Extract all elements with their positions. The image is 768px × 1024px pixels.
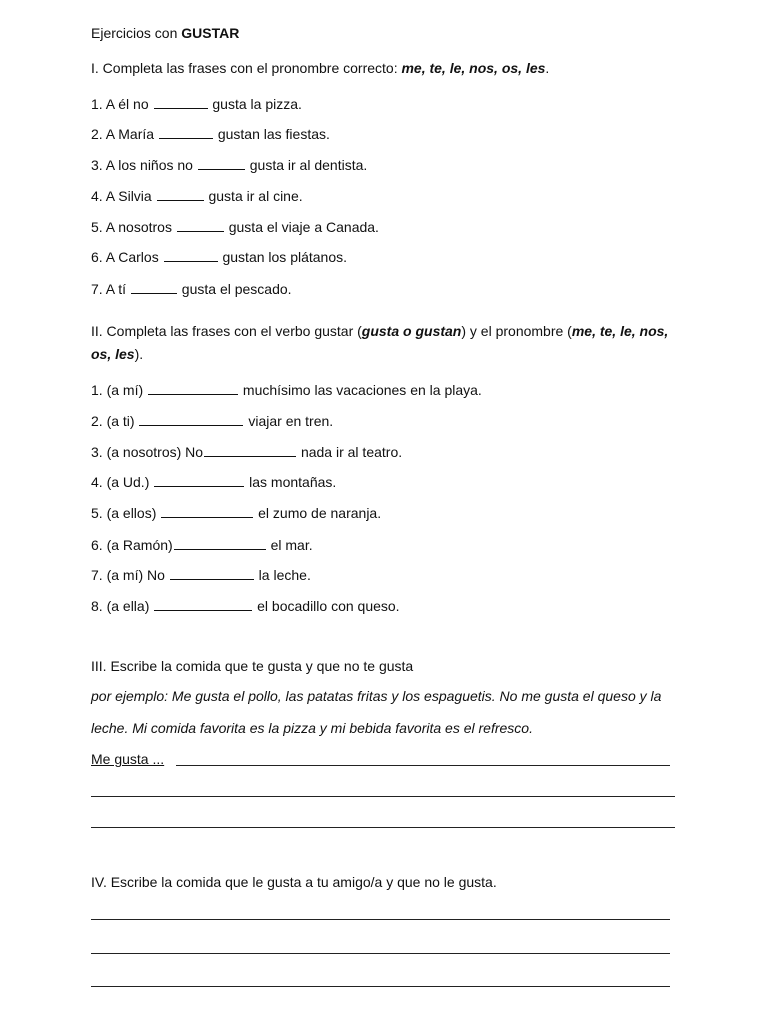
section1-instruction bbox=[91, 60, 549, 77]
instruction-text: ) y el pronombre ( bbox=[461, 323, 572, 339]
item-text: 5. A nosotros bbox=[91, 219, 176, 235]
item-text: 5. (a ellos) bbox=[91, 505, 161, 521]
item-text: 2. (a ti) bbox=[91, 413, 139, 429]
item-text: 1. (a mí) bbox=[91, 382, 148, 398]
item-text: 7. A tí bbox=[91, 281, 130, 297]
answer-line[interactable] bbox=[91, 919, 670, 920]
answer-line[interactable] bbox=[91, 796, 675, 797]
answer-line[interactable] bbox=[91, 986, 670, 987]
item-text: 2. A María bbox=[91, 126, 158, 142]
section2-item bbox=[91, 504, 381, 522]
section1-item bbox=[91, 187, 303, 205]
item-text: la leche. bbox=[254, 567, 311, 583]
title-prefix: Ejercicios con bbox=[91, 25, 182, 41]
item-text: muchísimo las vacaciones en la playa. bbox=[239, 382, 482, 398]
answer-blank[interactable] bbox=[157, 187, 204, 201]
answer-blank[interactable] bbox=[148, 381, 238, 395]
title-bold: GUSTAR bbox=[181, 25, 240, 41]
item-text: 6. (a Ramón) bbox=[91, 537, 173, 553]
item-text: el zumo de naranja. bbox=[254, 505, 382, 521]
section1-item bbox=[91, 95, 302, 113]
answer-blank[interactable] bbox=[164, 248, 218, 262]
answer-blank[interactable] bbox=[204, 443, 296, 457]
section1-item bbox=[91, 156, 367, 174]
item-text: las montañas. bbox=[245, 474, 337, 490]
section2-item bbox=[91, 443, 402, 461]
section4-heading: IV. Escribe la comida que le gusta a tu amigo/a y que no le gusta. bbox=[91, 874, 497, 890]
answer-line[interactable] bbox=[91, 827, 675, 828]
item-text: 3. (a nosotros) No bbox=[91, 444, 204, 460]
section2-instruction-line2 bbox=[91, 346, 143, 363]
answer-start-text: Me gusta ... bbox=[91, 751, 165, 767]
answer-blank[interactable] bbox=[161, 504, 253, 518]
answer-line[interactable] bbox=[176, 765, 670, 766]
item-text: gusta ir al dentista. bbox=[245, 157, 368, 173]
item-text: gusta ir al cine. bbox=[204, 188, 303, 204]
answer-blank[interactable] bbox=[159, 125, 213, 139]
page-title bbox=[91, 25, 239, 42]
item-text: gusta el pescado. bbox=[177, 281, 292, 297]
section2-item bbox=[91, 536, 313, 554]
item-text: gusta la pizza. bbox=[208, 96, 302, 112]
instruction-text: II. Completa las frases con el verbo gustar ( bbox=[91, 323, 362, 339]
section1-item bbox=[91, 218, 379, 236]
instruction-emphasis: gusta o gustan bbox=[361, 323, 462, 339]
section1-end: . bbox=[545, 60, 550, 76]
answer-blank[interactable] bbox=[139, 412, 243, 426]
answer-blank[interactable] bbox=[198, 156, 245, 170]
section1-options: me, te, le, nos, os, les bbox=[401, 60, 546, 76]
answer-blank[interactable] bbox=[154, 95, 208, 109]
section2-item bbox=[91, 473, 336, 491]
item-text: 3. A los niños no bbox=[91, 157, 197, 173]
section2-item bbox=[91, 412, 333, 430]
item-text: el bocadillo con queso. bbox=[253, 598, 400, 614]
instruction-emphasis: me, te, le, nos, bbox=[571, 323, 669, 339]
item-text: gustan los plátanos. bbox=[218, 249, 348, 265]
section1-item bbox=[91, 248, 347, 266]
item-text: 6. A Carlos bbox=[91, 249, 163, 265]
item-text: nada ir al teatro. bbox=[297, 444, 403, 460]
item-text: viajar en tren. bbox=[244, 413, 334, 429]
answer-blank[interactable] bbox=[174, 536, 266, 550]
answer-blank[interactable] bbox=[154, 597, 252, 611]
item-text: 4. A Silvia bbox=[91, 188, 156, 204]
section3-example-line2: leche. Mi comida favorita es la pizza y mi bebida favorita es el refresco. bbox=[91, 720, 533, 736]
section1-item bbox=[91, 125, 330, 143]
answer-blank[interactable] bbox=[154, 473, 244, 487]
answer-blank[interactable] bbox=[131, 280, 177, 294]
item-text: 7. (a mí) No bbox=[91, 567, 169, 583]
section3-answer-start bbox=[91, 751, 164, 768]
item-text: gusta el viaje a Canada. bbox=[224, 219, 379, 235]
section2-item bbox=[91, 597, 400, 615]
item-text: 4. (a Ud.) bbox=[91, 474, 154, 490]
section1-instruction-text: I. Completa las frases con el pronombre correcto: bbox=[91, 60, 402, 76]
answer-blank[interactable] bbox=[170, 566, 254, 580]
answer-blank[interactable] bbox=[177, 218, 224, 232]
section2-instruction-line1 bbox=[91, 323, 668, 340]
section3-example-line1: por ejemplo: Me gusta el pollo, las patatas fritas y los espaguetis. No me gusta el queso y la bbox=[91, 688, 662, 704]
instruction-text: ). bbox=[134, 346, 144, 362]
section2-item bbox=[91, 381, 482, 399]
section1-item bbox=[91, 280, 292, 298]
answer-line[interactable] bbox=[91, 953, 670, 954]
item-text: 1. A él no bbox=[91, 96, 153, 112]
section2-item bbox=[91, 566, 311, 584]
instruction-emphasis: os, les bbox=[91, 346, 135, 362]
item-text: el mar. bbox=[266, 537, 313, 553]
section3-heading: III. Escribe la comida que te gusta y que no te gusta bbox=[91, 658, 414, 674]
item-text: gustan las fiestas. bbox=[213, 126, 330, 142]
item-text: 8. (a ella) bbox=[91, 598, 154, 614]
